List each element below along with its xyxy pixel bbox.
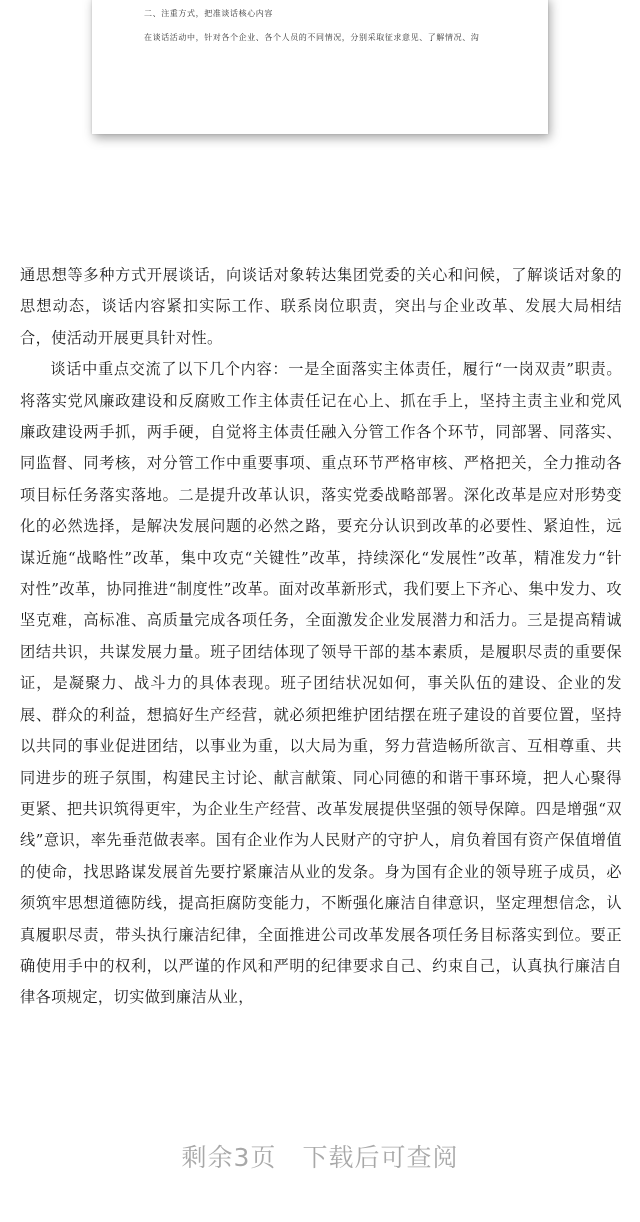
body-paragraph-2: 谈话中重点交流了以下几个内容：一是全面落实主体责任，履行“一岗双责”职责。将落实党风廉政建设和反腐败工作主体责任记在心上、抓在手上，坚持主责主业和党风廉政建设两手抓，两手硬，自觉将主体责任融入分管工作各个环节，同部署、同落实、同监督、同考核，对分管工作中重要事项、重点环节严格审核、严格把关，全力推动各项目标任务落实落地。二是提升改革认识，落实党委战略部署。深化改革是应对形势变化的必然选择，是解决发展问题的必然之路，要充分认识到改革的必要性、紧迫性，远谋近施“战略性”改革，集中攻克“关键性”改革，持续深化“发展性”改革，精准发力“针对性”改革，协同推进“制度性”改革。面对改革新形式，我们要上下齐心、集中发力、攻坚克难，高标准、高质量完成各项任务，全面激发企业发展潜力和活力。三是提高精诚团结共识，共谋发展力量。班子团结体现了领导干部的基本素质，是履职尽责的重要保证，是凝聚力、战斗力的具体表现。班子团结状况如何，事关队伍的建设、企业的发展、群众的利益，想搞好生产经营，就必须把维护团结摆在班子建设的首要位置，坚持以共同的事业促进团结，以事业为重，以大局为重，努力营造畅所欲言、互相尊重、共同进步的班子氛围，构建民主讨论、献言献策、同心同德的和谐干事环境，把人心聚得更紧、把共识筑得更牢，为企业生产经营、改革发展提供坚强的领导保障。四是增强“双线”意识，率先垂范做表率。国有企业作为人民财产的守护人，肩负着国有资产保值增值的使命，找思路谋发展首先要拧紧廉洁从业的发条。身为国有企业的领导班子成员，必须筑牢思想道德防线，提高拒腐防变能力，不断强化廉洁自律意识，坚定理想信念，认真履职尽责，带头执行廉洁纪律，全面推进公司改革发展各项任务目标落实到位。要正确使用手中的权利，以严谨的作风和严明的纪律要求自己、约束自己，认真执行廉洁自律各项规定，切实做到廉洁从业， [20,360,622,1007]
document-body [20,260,622,1014]
preview-page-thumbnail [92,0,548,134]
paywall-banner [0,1140,640,1222]
preview-section-heading: 二、注重方式，把准谈话核心内容 [144,9,273,18]
download-prompt-label: 下载后可查阅 [302,1143,459,1172]
download-to-read-button[interactable] [0,1140,640,1176]
body-paragraph-1: 通思想等多种方式开展谈话，向谈话对象转达集团党委的关心和问候，了解谈话对象的思想动态，谈话内容紧扣实际工作、联系岗位职责，突出与企业改革、发展大局相结合，使活动开展更具针对性。 [20,266,622,347]
preview-text-line: 在谈话活动中，针对各个企业、各个人员的不同情况，分别采取征求意见、了解情况、沟 [144,33,480,42]
remaining-pages-label: 剩余3页 [181,1143,277,1172]
document-preview-area [0,0,640,150]
